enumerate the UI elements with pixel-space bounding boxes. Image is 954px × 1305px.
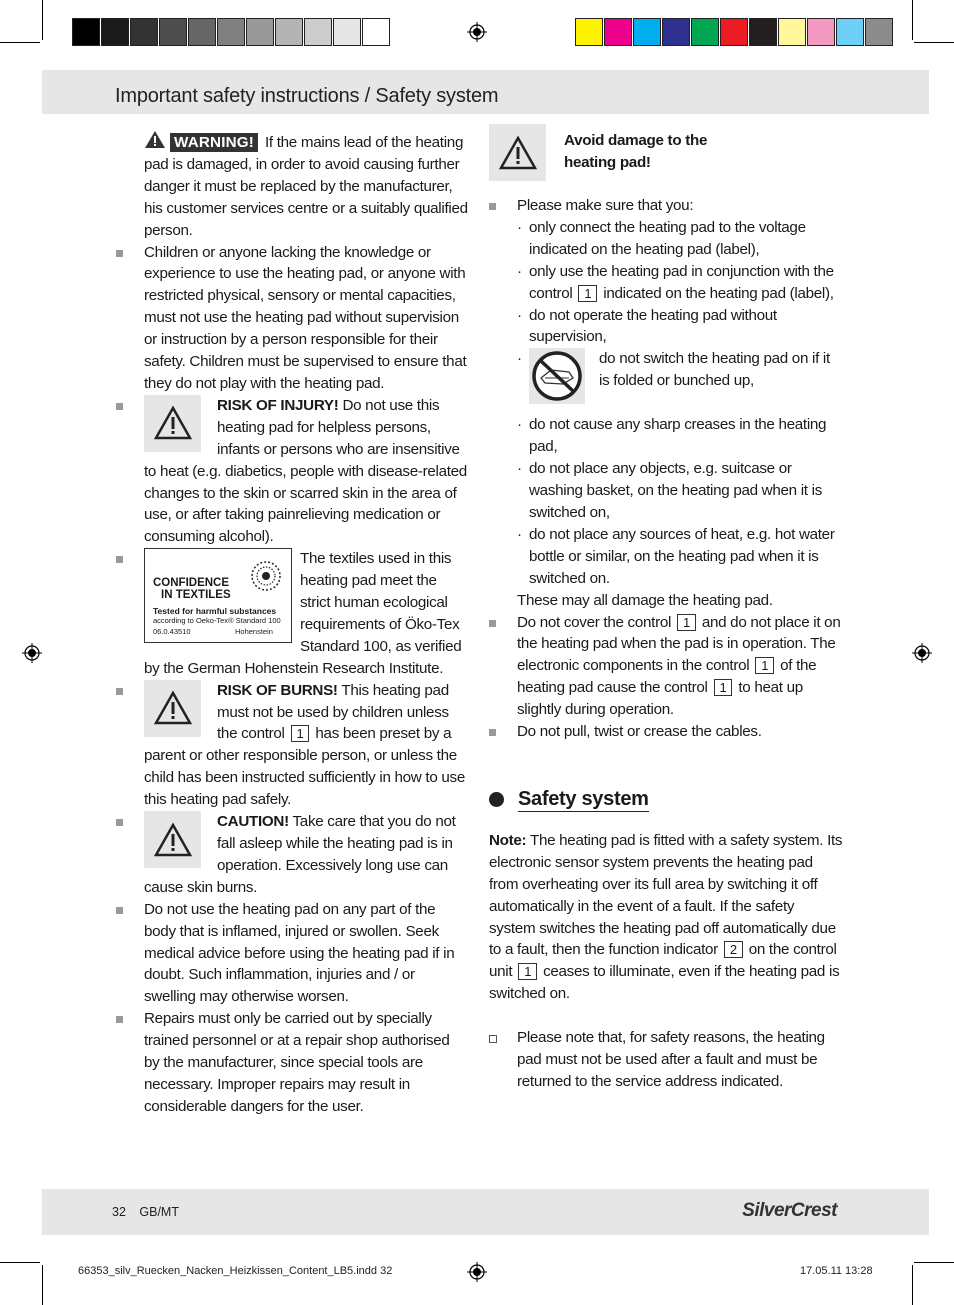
registration-mark-icon [22,643,42,663]
registration-mark-icon [912,643,932,663]
indd-file-info: 66353_silv_Ruecken_Nacken_Heizkissen_Content_LB5.indd 32 [78,1265,393,1277]
sub-list-item: · do not switch the heating pad on if it is folded or bunched up, [489,348,843,414]
warning-triangle-icon [498,135,538,171]
warning-paragraph [116,130,468,242]
damage-note: These may all damage the heating pad. [517,591,773,609]
crop-mark [0,42,40,43]
list-item: Do not pull, twist or crease the cables. [489,721,843,743]
warning-icon-box [144,680,201,737]
registration-mark-icon [467,1262,487,1282]
control-number-badge: 1 [714,679,733,696]
warning-triangle-icon [144,130,166,149]
list-item: RISK OF BURNS! This heating pad must not be used by children unless the control 1 has been preset by a parent or other responsible person, or unless the child has been instructed sufficiently in how to use this heating pad safely. [116,680,468,811]
warning-icon-box [144,395,201,452]
crop-mark [42,0,43,40]
control-number-badge: 1 [518,963,537,980]
crop-mark [912,1265,913,1305]
right-column [489,124,843,1093]
indd-date-info: 17.05.11 13:28 [800,1265,873,1277]
warning-triangle-icon [153,690,193,726]
page-footer [42,1189,929,1235]
sub-list-item: · do not operate the heating pad without supervision, [489,305,843,349]
sub-list-item: · do not place any objects, e.g. suitcase or washing basket, on the heating pad when it is switched on, [489,458,843,524]
warning-triangle-icon [153,405,193,441]
list-item: Do not cover the control 1 and do not place it on the heating pad when the pad is in operation. The electronic components in the control 1 of the heating pad cause the control 1 to heat up slightly during operation. [489,612,843,722]
warning-triangle-icon [153,822,193,858]
risk-injury-label: RISK OF INJURY! [217,396,339,414]
control-number-badge: 1 [677,614,696,631]
textiles-text: The textiles used in this heating pad meet the strict human ecological requirements of Öko-Tex Standard 100, as verified by the German Hohenstein Research Institute. [144,550,462,677]
crop-mark [42,1265,43,1305]
list-item: Please note that, for safety reasons, the heating pad must not be used after a fault and must be returned to the service address indicated. [489,1027,843,1093]
avoid-damage-heading: Avoid damage to the heating pad! [489,124,843,181]
crop-mark [912,0,913,40]
note-paragraph: Note: The heating pad is fitted with a safety system. Its electronic sensor system prevents the heating pad from overheating over its full area by switching it off automatically in the event of a fault. If the safety system switches the heating pad off automatically due to a fault, then the function indicator 2 on the control unit 1 ceases to illuminate, even if the heating pad is switched on. [489,831,843,1003]
control-number-badge: 1 [755,657,774,674]
page-title: Important safety instructions / Safety system [115,85,499,107]
risk-injury-text: Do not use this heating pad for helpless persons, infants or persons who are insensitive to heat (e.g. diabetics, people with disease-related changes to the skin or scarred skin in the area of use, or after taking painrelieving medication or consuming alcohol). [144,396,467,546]
silvercrest-logo: SilverCrest [742,1200,837,1221]
registration-mark-icon [467,22,487,42]
control-number-badge: 1 [578,285,597,302]
process-color-bar [575,18,894,46]
page-number: 32 GB/MT [112,1205,179,1219]
sub-list-item: · only use the heating pad in conjunction with the control 1 indicated on the heating pad (label), [489,261,843,305]
list-item [116,811,468,899]
sub-list-item: · do not place any sources of heat, e.g. hot water bottle or similar, on the heating pad when it is switched on. [489,524,843,590]
list-item: Please make sure that you: [489,195,843,217]
sub-list-item: · do not cause any sharp creases in the heating pad, [489,414,843,458]
crop-mark [914,1262,954,1263]
warning-icon-box [489,124,546,181]
list-item: Do not use the heating pad on any part of the body that is inflamed, injured or swollen. Seek medical advice before using the heating pad if in doubt. Such inflammation, injuries and / or swelling may otherwise worsen. [116,899,468,1009]
control-number-badge: 1 [291,725,310,742]
warning-text: If the mains lead of the heating pad is damaged, in order to avoid causing further danger it must be replaced by the manufacturer, his customer services centre or a suitably qualified person. [144,134,468,239]
crop-mark [0,1262,40,1263]
oeko-tex-label-logo: CONFIDENCE IN TEXTILES Tested for harmful substances according to Oeko-Tex® Standard 100 06.0.43510 Hohenstein [144,548,292,643]
crop-mark [914,42,954,43]
list-item [116,395,468,548]
list-item: Children or anyone lacking the knowledge or experience to use the heating pad, or anyone with restricted physical, sensory or mental capacities, must not use the heating pad without supervision or instruction by a person responsible for their safety. Children must be supervised to ensure that they do not play with the heating pad. [116,242,468,395]
sub-list-item: · only connect the heating pad to the voltage indicated on the heating pad (label), [489,217,843,261]
indicator-number-badge: 2 [724,941,743,958]
risk-burns-label: RISK OF BURNS! [217,681,338,699]
caution-text: Take care that you do not fall asleep while the heating pad is in operation. Excessively long use can cause skin burns. [144,813,456,896]
left-column [116,130,468,1118]
warning-label: WARNING! [170,133,258,152]
page-header [42,70,929,114]
heading-bullet-icon [489,792,504,807]
warning-icon-box [144,811,201,868]
textile-globe-icon [245,555,287,597]
safety-system-heading: Safety system [489,787,843,812]
grayscale-color-bar [72,18,391,46]
caution-label: CAUTION! [217,813,289,831]
no-folding-icon [529,348,585,404]
list-item: Repairs must only be carried out by specially trained personnel or at a repair shop authorised by the manufacturer, since special tools are necessary. Improper repairs may result in considerable dangers for the user. [116,1008,468,1118]
list-item [116,548,468,679]
